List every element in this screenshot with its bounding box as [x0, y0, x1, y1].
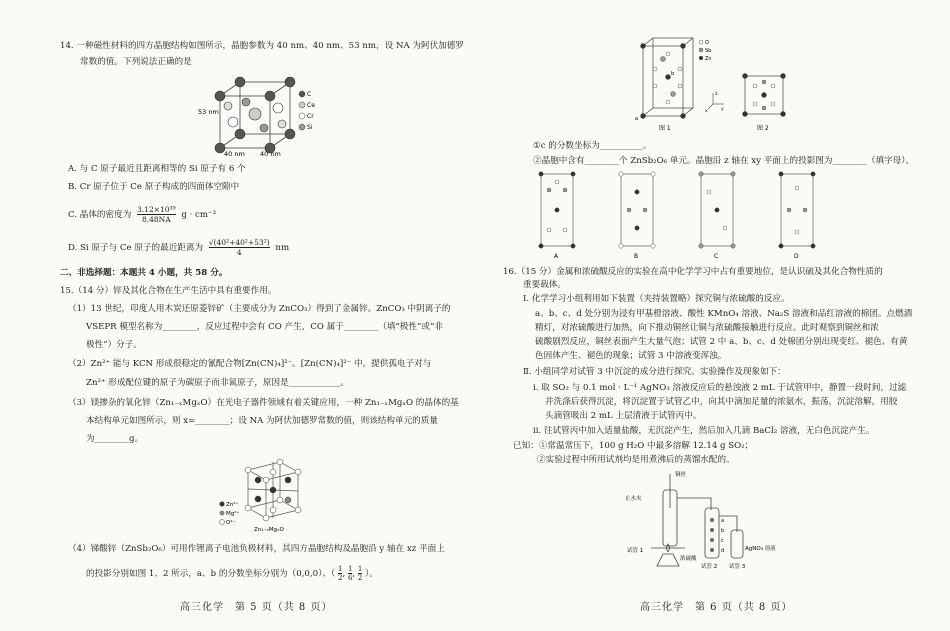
q16-part1-l4: 色固体产生、褪色的现象；试管 3 中溶液变浑浊。 — [535, 351, 727, 361]
choice-d: D — [794, 253, 799, 260]
right-footer: 高三化学 第 6 页（共 8 页） — [640, 602, 793, 613]
q16-part2-l1: i. 取 SO₂ 与 0.1 mol · L⁻¹ AgNO₃ 溶液反应后的悬浊液 2 mL 于试管甲中，静置一段时间，过滤 — [533, 383, 907, 393]
figure-2 — [739, 70, 789, 134]
option-d-fraction — [209, 238, 270, 257]
option-c-den: 8.48NA — [141, 215, 171, 224]
label-tube-3: 试管 3 — [729, 564, 746, 570]
q16-part2-title: Ⅱ. 小组同学对试管 3 中沉淀的成分进行探究。实验操作及现象如下： — [523, 367, 786, 377]
q16-part2-l2: 并洗涤后获得沉淀，将沉淀置于试管乙中，向其中滴加足量的浓氨水，振荡，沉淀溶解，用胶 — [545, 397, 898, 407]
figure-1 — [625, 34, 715, 134]
option-c-prefix: C. 晶体的密度为 — [68, 210, 132, 220]
left-footer: 高三化学 第 5 页（共 8 页） — [180, 602, 333, 613]
choice-b-figure — [615, 168, 659, 260]
option-c-num: 3.12×10³⁹ — [137, 205, 176, 214]
axes-icon — [705, 90, 727, 112]
choice-d-figure — [775, 168, 819, 260]
q15-p1-l1: （1）13 世纪，印度人用木炭还原菱锌矿（主要成分为 ZnCO₃）得到了金属锌。ZnCO₃ 中阴离子的 — [68, 304, 451, 314]
frac-1-num: 1 — [338, 565, 343, 573]
option-d-num: √(40²+40²+53²) — [208, 238, 270, 247]
label-acid: 浓硫酸 — [680, 556, 697, 562]
choice-c: C — [714, 253, 719, 260]
q15-p4-l2: 的投影分别如图 1、2 所示，a、b 的分数坐标分别为（0,0,0）、（ $\frac{1}{2}$ , $\frac{1}{6}$ , $\frac{1}{2}$ ）。 — [86, 565, 378, 582]
label-agno3: AgNO₃ 溶液 — [745, 546, 776, 552]
q15-p2-l2: Zn²⁺ 形成配位键的原子为碳原子而非氮原子，原因是____________。 — [86, 378, 349, 388]
label-tube-2: 试管 2 — [701, 564, 718, 570]
fig1-legend-o: O — [705, 40, 709, 46]
q15-p2-l1: （2）Zn²⁺ 能与 KCN 形成很稳定的氰配合物[Zn(CN)₄]²⁻。[Zn(CN)₄]²⁻ 中，提供孤电子对与 — [68, 359, 432, 369]
projection-choices — [535, 168, 835, 262]
axis-y: y — [721, 107, 724, 112]
legend-mg: Mg²⁺ — [226, 511, 240, 517]
sub-question-2: ②晶胞中含有________个 ZnSb₂O₆ 单元。晶胞沿 z 轴在 xy 平面上的投影图为________（填字母）。 — [533, 156, 915, 166]
frac-2-num: 1 — [347, 565, 353, 573]
q14-crystal-figure — [198, 74, 328, 158]
legend-ce: Ce — [307, 102, 315, 109]
q14-stem-cont: 常数的值。下列说法正确的是 — [80, 57, 192, 67]
option-c-unit: g · cm⁻³ — [181, 210, 216, 220]
q16-known-2: ②实验过程中所用试剂均是用煮沸后的蒸馏水配的。 — [537, 455, 735, 465]
q16-part1-l1: a、b、c、d 处分别为浸有甲基橙溶液、酸性 KMnO₄ 溶液、Na₂S 溶液和品红溶液的棉团。点燃酒 — [535, 309, 913, 319]
q14-option-c — [68, 205, 216, 224]
q16-part2-l4: ii. 往试管丙中加入适量盐酸，无沉淀产生，然后加入几滴 BaCl₂ 溶液，无白色沉淀产生。 — [533, 426, 875, 436]
frac-3 — [358, 565, 362, 582]
svg-text:b: b — [671, 71, 675, 77]
q15-p3-l3: 为________g。 — [86, 434, 144, 444]
legend-zn: Zn²⁺ — [226, 502, 239, 508]
q15-p4-l1: （4）锑酸锌（ZnSb₂O₆）可用作锂离子电池负极材料，其四方晶胞结构及晶胞沿 y 轴在 xz 平面上 — [68, 544, 445, 554]
q16-stem: 16.（15 分）金属和浓硫酸反应的实验在高中化学学习中占有重要地位，是认识硫及其化合物性质的 — [503, 267, 883, 277]
section-2-heading: 二、非选择题：本题共 4 小题，共 58 分。 — [60, 268, 228, 278]
q16-part1-l3: 硫酸剧烈反应，铜丝表面产生大量气泡；试管 2 中 a、b、c、d 处棉团分别出现变红、褪色、有黄 — [535, 337, 908, 347]
fig1-legend-zn: Zn — [705, 56, 712, 62]
q15-p3-l2: 本结构单元如图所示，则 x=________；设 NA 为阿伏加德罗常数的值，则该结构单元的质量 — [86, 416, 438, 426]
q16-known-1: 已知：①常温常压下，100 g H₂O 中最多溶解 12.14 g SO₂； — [513, 441, 754, 451]
choice-c-figure — [695, 168, 739, 260]
frac-1-den: 2 — [338, 574, 343, 582]
option-d-prefix: D. Si 原子与 Ce 原子的最近距离为 — [68, 243, 204, 253]
legend-cr: Cr — [307, 113, 314, 120]
frac-1 — [338, 565, 342, 582]
apparatus-figure — [625, 468, 795, 586]
option-d-unit: nm — [275, 243, 290, 253]
p4-suffix: ）。 — [365, 569, 378, 579]
dim-side: 53 nm — [198, 108, 219, 116]
q16-part1-l2: 精灯，对浓硫酸进行加热，向下推动铜丝让铜与浓硫酸接触进行反应。此时观察到铜丝和浓 — [535, 323, 879, 333]
label-point-d: d — [721, 548, 725, 554]
label-point-b: b — [721, 528, 725, 534]
q15-p1-l2: VSEPR 模型名称为________，反应过程中会有 CO 产生，CO 属于________（填“极性”或“非 — [86, 322, 443, 332]
choice-b: B — [634, 253, 639, 260]
label-clamp: 止水夹 — [625, 496, 642, 502]
axis-x: x — [705, 109, 708, 112]
fig1-caption: 图 1 — [659, 125, 671, 132]
q16-part1-title: Ⅰ. 化学学习小组利用如下装置（夹持装置略）探究铜与浓硫酸的反应。 — [523, 294, 790, 304]
right-page — [475, 0, 950, 631]
legend-o: O²⁻ — [226, 520, 236, 526]
dim-b: 40 nm — [260, 150, 281, 158]
label-point-c: c — [721, 538, 724, 544]
q14-option-a: A. 与 C 原子最近且距离相等的 Si 原子有 6 个 — [68, 164, 246, 174]
option-c-fraction — [137, 205, 176, 224]
q16-part2-l3: 头滴管吸出 2 mL 上层清液于试管丙中。 — [545, 411, 702, 421]
axis-z: z — [715, 92, 718, 97]
q14-option-b: B. Cr 原子位于 Ce 原子构成的四面体空隙中 — [68, 182, 240, 192]
label-point-a: a — [721, 518, 725, 524]
option-d-den: 4 — [236, 248, 242, 257]
q15-znmgo-figure — [218, 452, 318, 534]
q14-stem: 14. 一种磁性材料的四方晶胞结构如图所示，晶胞参数为 40 nm、40 nm、53 nm，设 NA 为阿伏加德罗 — [60, 41, 464, 51]
fig2-caption: 图 2 — [757, 125, 769, 132]
label-copper-wire: 铜丝 — [675, 472, 687, 478]
frac-2 — [348, 565, 352, 582]
svg-text:a: a — [635, 116, 639, 122]
legend-c: C — [307, 91, 312, 98]
q16-stem-cont: 重要载体。 — [523, 280, 566, 290]
choice-a-figure — [535, 168, 579, 260]
q14-option-d — [68, 238, 289, 257]
fig1-legend-sb: Sb — [705, 48, 712, 54]
p4-prefix: 的投影分别如图 1、2 所示，a、b 的分数坐标分别为（0,0,0）、（ — [86, 569, 336, 579]
frac-3-den: 2 — [357, 574, 363, 582]
q15-stem: 15.（14 分）锌及其化合物在生产生活中具有重要作用。 — [60, 286, 277, 296]
frac-2-den: 6 — [347, 574, 353, 582]
dim-a: 40 nm — [224, 150, 245, 158]
frac-3-num: 1 — [357, 565, 363, 573]
q15-p1-l3: 极性”）分子。 — [86, 340, 142, 350]
legend-si: Si — [307, 124, 313, 131]
znmgo-caption: Zn₁₋ₓMgₓO — [254, 527, 284, 533]
sub-question-1: ①c 的分数坐标为__________。 — [533, 141, 652, 151]
choice-a: A — [554, 253, 559, 260]
label-tube-1: 试管 1 — [627, 548, 644, 554]
q15-p3-l1: （3）镁掺杂的氧化锌（Zn₁₋ₓMgₓO）在光电子器件领域有着关键应用，一种 Zn₁₋ₓMgₓO 的晶体的基 — [68, 398, 459, 408]
